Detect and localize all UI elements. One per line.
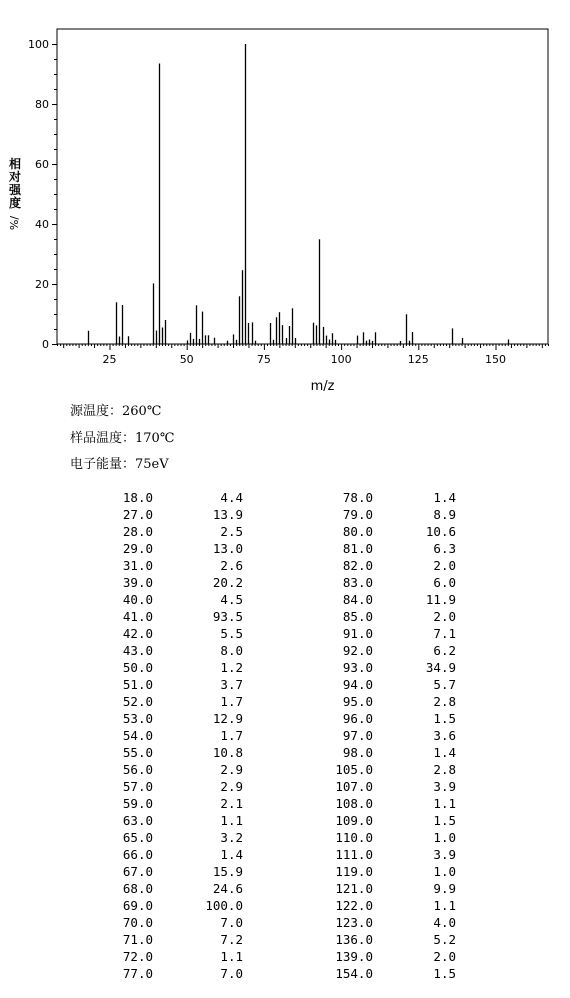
- table-row: [95, 693, 456, 710]
- intensity-cell: 9.9: [433, 881, 456, 896]
- intensity-cell: 1.2: [220, 660, 243, 675]
- mz-cell: 65.0: [122, 830, 153, 845]
- intensity-cell: 7.2: [220, 932, 243, 947]
- intensity-cell: 20.2: [212, 575, 243, 590]
- intensity-cell: 4.4: [220, 490, 243, 505]
- mz-cell: 51.0: [122, 677, 153, 692]
- intensity-cell: 8.9: [433, 507, 456, 522]
- mz-cell: 66.0: [122, 847, 153, 862]
- mz-cell: 80.0: [342, 524, 373, 539]
- intensity-cell: 2.9: [220, 779, 243, 794]
- table-row: [95, 591, 456, 608]
- mz-cell: 154.0: [335, 966, 373, 981]
- table-row: [95, 625, 456, 642]
- intensity-cell: 3.9: [433, 779, 456, 794]
- y-axis-unit: %/: [8, 215, 21, 231]
- peak-table: [95, 489, 456, 982]
- table-row: [95, 863, 456, 880]
- intensity-cell: 1.1: [433, 796, 456, 811]
- mz-cell: 40.0: [122, 592, 153, 607]
- mz-cell: 123.0: [335, 915, 373, 930]
- intensity-cell: 2.9: [220, 762, 243, 777]
- table-row: [95, 710, 456, 727]
- mz-cell: 139.0: [335, 949, 373, 964]
- mz-cell: 55.0: [122, 745, 153, 760]
- mz-cell: 53.0: [122, 711, 153, 726]
- intensity-cell: 1.7: [220, 694, 243, 709]
- plot-frame: [57, 29, 548, 344]
- mz-cell: 136.0: [335, 932, 373, 947]
- intensity-cell: 5.2: [433, 932, 456, 947]
- mz-cell: 72.0: [122, 949, 153, 964]
- table-row: [95, 812, 456, 829]
- intensity-cell: 24.6: [212, 881, 243, 896]
- table-row: [95, 642, 456, 659]
- table-row: [95, 489, 456, 506]
- table-row: [95, 574, 456, 591]
- intensity-cell: 4.0: [433, 915, 456, 930]
- mz-cell: 92.0: [342, 643, 373, 658]
- mz-cell: 85.0: [342, 609, 373, 624]
- mz-cell: 96.0: [342, 711, 373, 726]
- intensity-cell: 12.9: [212, 711, 243, 726]
- intensity-cell: 3.9: [433, 847, 456, 862]
- y-tick-label: 80: [35, 98, 49, 111]
- table-row: [95, 744, 456, 761]
- x-tick-label: 150: [485, 353, 507, 366]
- intensity-cell: 6.0: [433, 575, 456, 590]
- y-tick-label: 20: [35, 278, 49, 291]
- mz-cell: 107.0: [335, 779, 373, 794]
- intensity-cell: 100.0: [205, 898, 243, 913]
- mz-cell: 95.0: [342, 694, 373, 709]
- intensity-cell: 2.5: [220, 524, 243, 539]
- intensity-cell: 13.0: [212, 541, 243, 556]
- table-row: [95, 829, 456, 846]
- intensity-cell: 1.5: [433, 711, 456, 726]
- intensity-cell: 3.2: [220, 830, 243, 845]
- mz-cell: 28.0: [122, 524, 153, 539]
- mz-cell: 69.0: [122, 898, 153, 913]
- mz-cell: 41.0: [122, 609, 153, 624]
- table-row: [95, 727, 456, 744]
- x-axis-label: m/z: [310, 379, 335, 394]
- mz-cell: 42.0: [122, 626, 153, 641]
- intensity-cell: 10.8: [212, 745, 243, 760]
- intensity-cell: 13.9: [212, 507, 243, 522]
- y-tick-label: 0: [42, 338, 49, 351]
- table-row: [95, 846, 456, 863]
- mz-cell: 56.0: [122, 762, 153, 777]
- mz-cell: 82.0: [342, 558, 373, 573]
- intensity-cell: 7.0: [220, 915, 243, 930]
- intensity-cell: 2.8: [433, 762, 456, 777]
- mz-cell: 31.0: [122, 558, 153, 573]
- intensity-cell: 1.5: [433, 813, 456, 828]
- intensity-cell: 1.1: [433, 898, 456, 913]
- x-tick-label: 100: [330, 353, 352, 366]
- intensity-cell: 1.7: [220, 728, 243, 743]
- intensity-cell: 34.9: [425, 660, 456, 675]
- intensity-cell: 1.0: [433, 864, 456, 879]
- mz-cell: 91.0: [342, 626, 373, 641]
- table-row: [95, 914, 456, 931]
- mz-cell: 52.0: [122, 694, 153, 709]
- mz-cell: 27.0: [122, 507, 153, 522]
- intensity-cell: 11.9: [425, 592, 456, 607]
- intensity-cell: 2.0: [433, 609, 456, 624]
- table-row: [95, 761, 456, 778]
- mz-cell: 121.0: [335, 881, 373, 896]
- mz-cell: 83.0: [342, 575, 373, 590]
- intensity-cell: 3.6: [433, 728, 456, 743]
- x-tick-label: 125: [407, 353, 429, 366]
- intensity-cell: 8.0: [220, 643, 243, 658]
- mz-cell: 93.0: [342, 660, 373, 675]
- intensity-cell: 15.9: [212, 864, 243, 879]
- mz-cell: 18.0: [122, 490, 153, 505]
- intensity-cell: 1.4: [220, 847, 243, 862]
- mz-cell: 79.0: [342, 507, 373, 522]
- mz-cell: 109.0: [335, 813, 373, 828]
- mz-cell: 68.0: [122, 881, 153, 896]
- mz-cell: 67.0: [122, 864, 153, 879]
- intensity-cell: 2.8: [433, 694, 456, 709]
- intensity-cell: 1.1: [220, 813, 243, 828]
- intensity-cell: 1.0: [433, 830, 456, 845]
- x-tick-label: 75: [256, 353, 271, 366]
- intensity-cell: 2.6: [220, 558, 243, 573]
- intensity-cell: 2.0: [433, 558, 456, 573]
- electron-energy: 电子能量：75eV: [70, 457, 169, 472]
- mz-cell: 105.0: [335, 762, 373, 777]
- table-row: [95, 897, 456, 914]
- table-row: [95, 795, 456, 812]
- intensity-cell: 3.7: [220, 677, 243, 692]
- table-row: [95, 608, 456, 625]
- mz-cell: 84.0: [342, 592, 373, 607]
- table-row: [95, 931, 456, 948]
- mz-cell: 54.0: [122, 728, 153, 743]
- mass-spectrum-chart: [0, 0, 570, 395]
- intensity-cell: 1.1: [220, 949, 243, 964]
- intensity-cell: 6.2: [433, 643, 456, 658]
- mz-cell: 59.0: [122, 796, 153, 811]
- intensity-cell: 6.3: [433, 541, 456, 556]
- intensity-cell: 7.0: [220, 966, 243, 981]
- intensity-cell: 1.5: [433, 966, 456, 981]
- mz-cell: 57.0: [122, 779, 153, 794]
- mz-cell: 29.0: [122, 541, 153, 556]
- intensity-cell: 5.5: [220, 626, 243, 641]
- source-temperature: 源温度：260℃: [70, 404, 162, 419]
- sample-temperature: 样品温度：170℃: [70, 431, 175, 446]
- intensity-cell: 93.5: [212, 609, 243, 624]
- intensity-cell: 5.7: [433, 677, 456, 692]
- intensity-cell: 4.5: [220, 592, 243, 607]
- intensity-cell: 1.4: [433, 745, 456, 760]
- mz-cell: 94.0: [342, 677, 373, 692]
- mz-cell: 97.0: [342, 728, 373, 743]
- table-row: [95, 676, 456, 693]
- intensity-cell: 7.1: [433, 626, 456, 641]
- intensity-cell: 2.1: [220, 796, 243, 811]
- mz-cell: 81.0: [342, 541, 373, 556]
- mz-cell: 98.0: [342, 745, 373, 760]
- mz-cell: 71.0: [122, 932, 153, 947]
- table-row: [95, 880, 456, 897]
- intensity-cell: 10.6: [425, 524, 456, 539]
- table-row: [95, 523, 456, 540]
- table-row: [95, 965, 456, 982]
- mz-cell: 122.0: [335, 898, 373, 913]
- intensity-cell: 2.0: [433, 949, 456, 964]
- table-row: [95, 659, 456, 676]
- x-tick-label: 25: [102, 353, 117, 366]
- mz-cell: 70.0: [122, 915, 153, 930]
- mz-cell: 77.0: [122, 966, 153, 981]
- y-tick-label: 40: [35, 218, 49, 231]
- table-row: [95, 557, 456, 574]
- table-row: [95, 506, 456, 523]
- y-axis-label: 相对强度: [8, 157, 22, 210]
- y-tick-label: 60: [35, 158, 49, 171]
- mz-cell: 50.0: [122, 660, 153, 675]
- y-tick-label: 100: [28, 38, 49, 51]
- x-tick-label: 50: [179, 353, 194, 366]
- intensity-cell: 1.4: [433, 490, 456, 505]
- table-row: [95, 778, 456, 795]
- mz-cell: 110.0: [335, 830, 373, 845]
- mz-cell: 108.0: [335, 796, 373, 811]
- table-row: [95, 948, 456, 965]
- table-row: [95, 540, 456, 557]
- mz-cell: 43.0: [122, 643, 153, 658]
- mz-cell: 119.0: [335, 864, 373, 879]
- mz-cell: 111.0: [335, 847, 373, 862]
- mz-cell: 63.0: [122, 813, 153, 828]
- mz-cell: 39.0: [122, 575, 153, 590]
- mz-cell: 78.0: [342, 490, 373, 505]
